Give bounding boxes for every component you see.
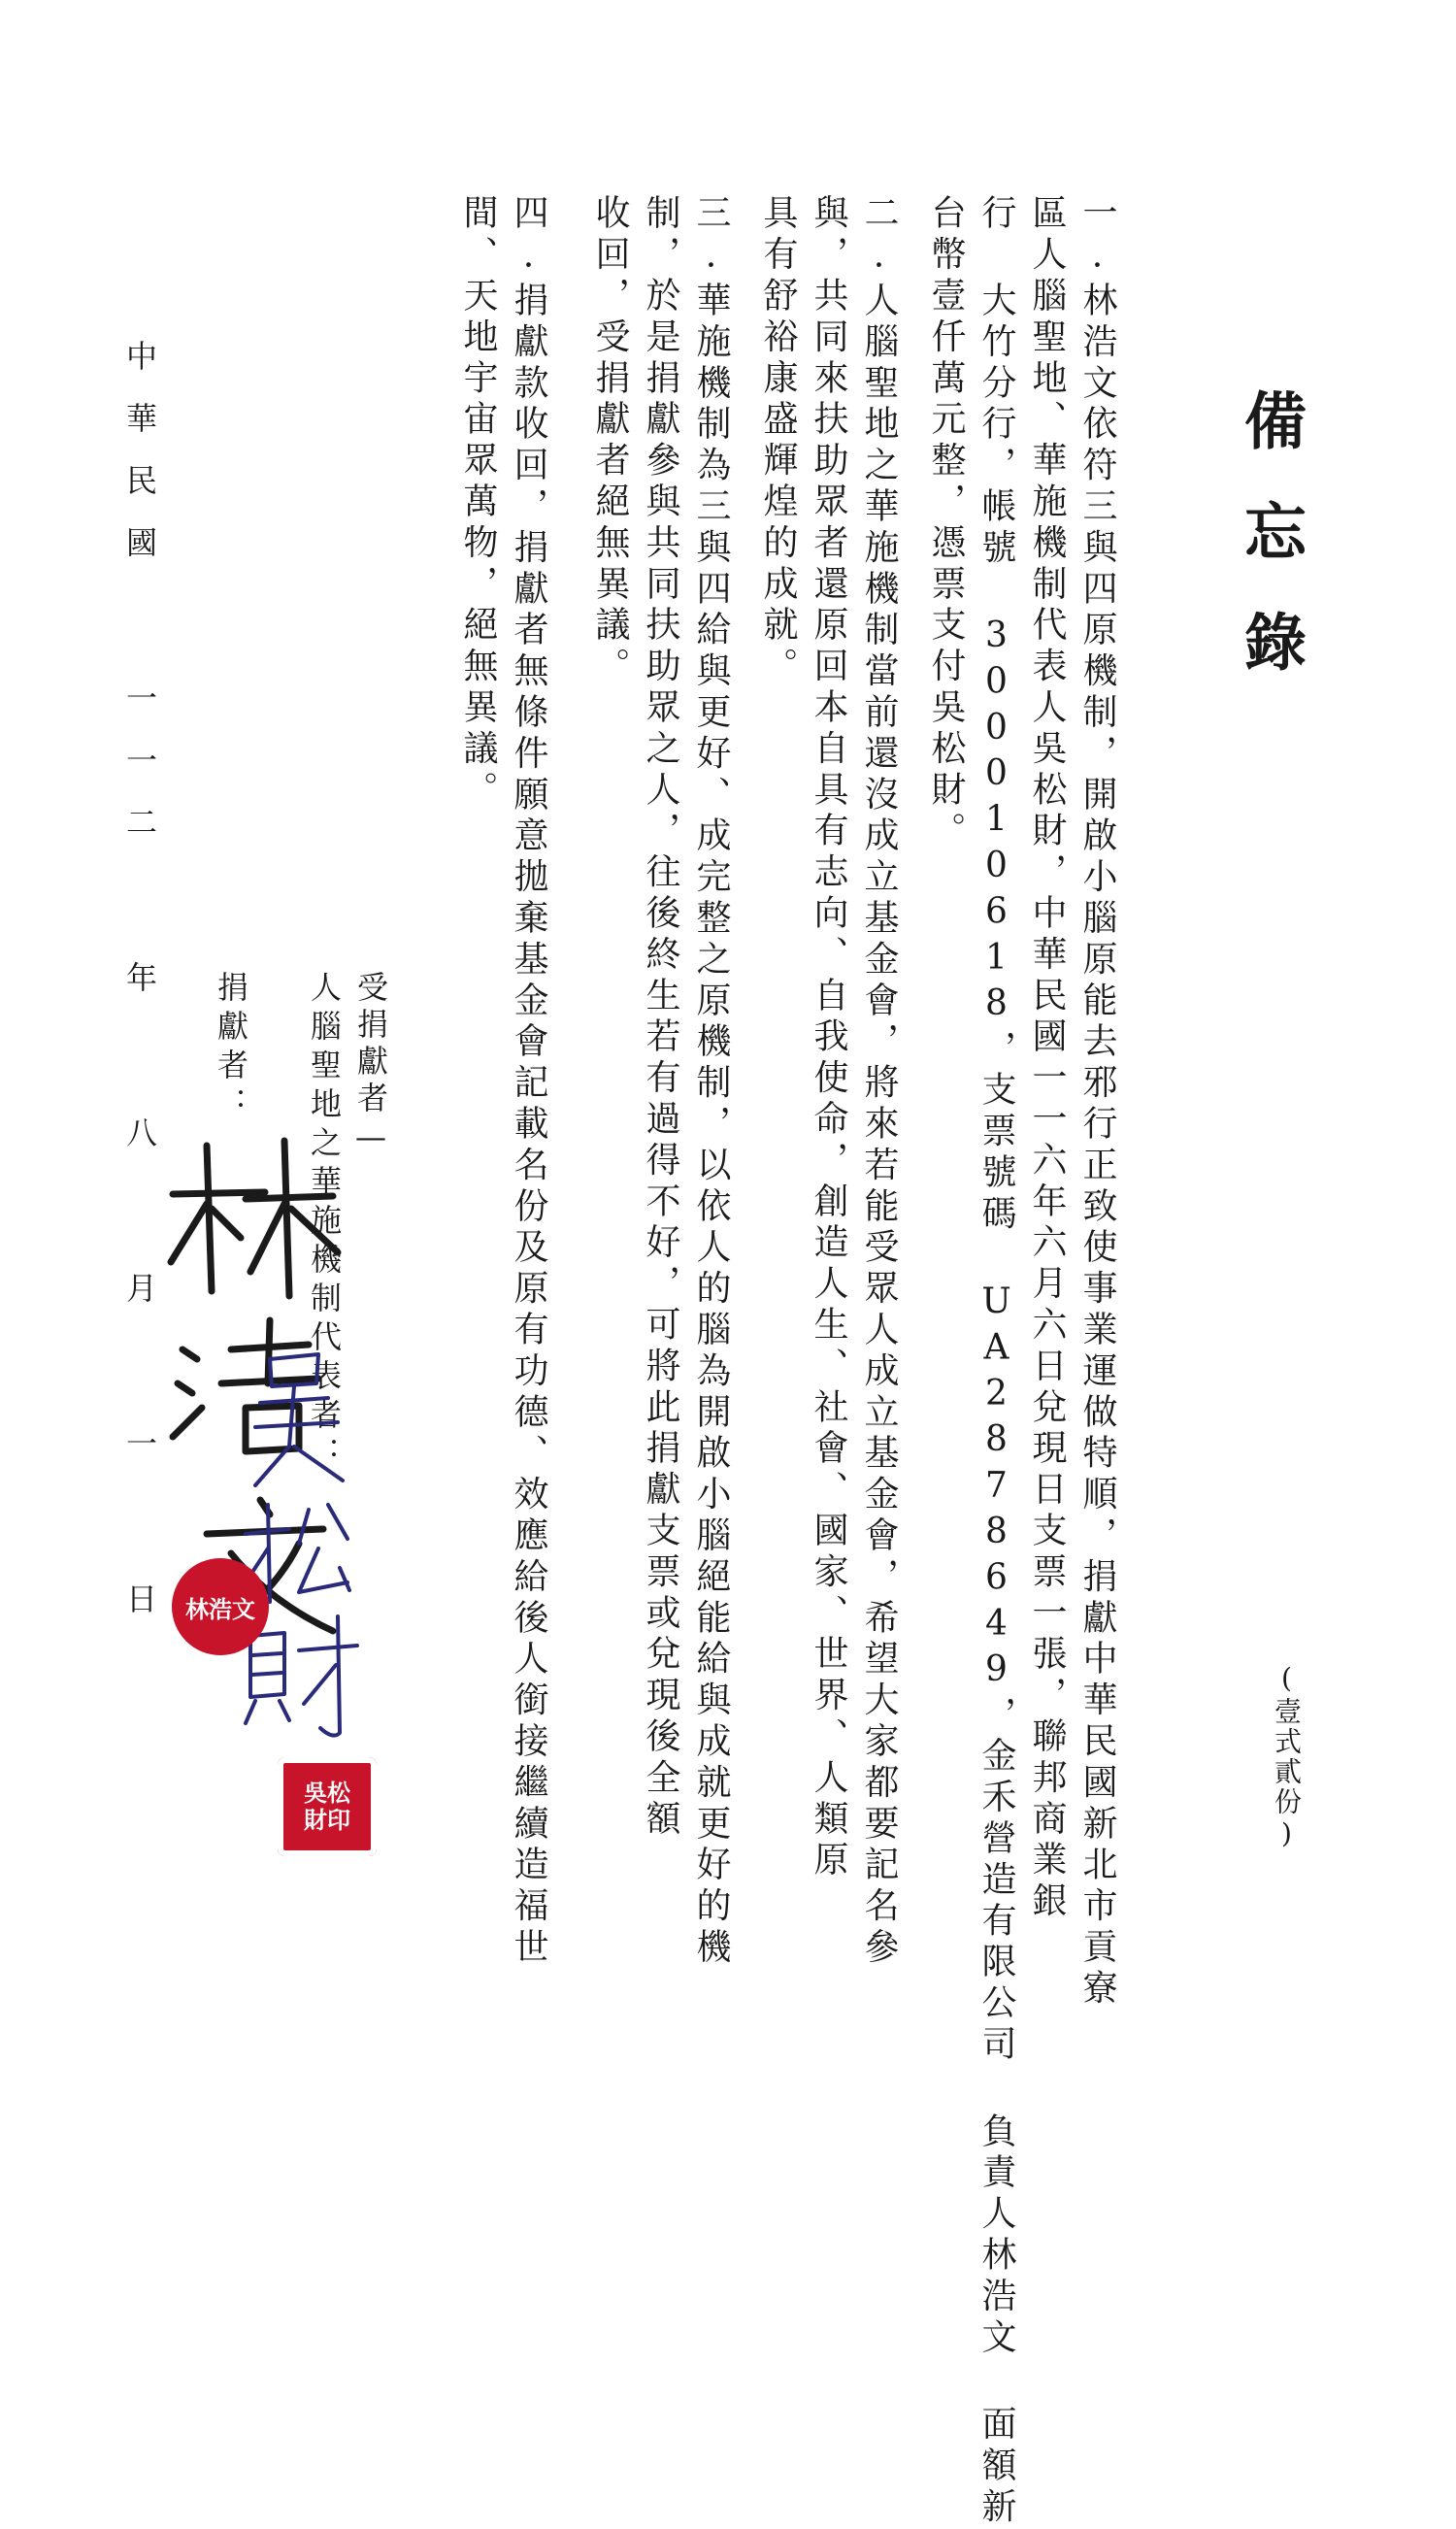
recipient-label: 受捐獻者— (352, 971, 389, 1161)
clause-3-line-1: 三.華施機制為三與四給與更好、成完整之原機制，以依人的腦為開啟小腦絕能給與成就更好的機 (691, 194, 731, 1970)
donor-label: 捐獻者： (213, 971, 249, 1126)
clause-1-line-3: 行 大竹分行，帳號 300010618，支票號碼 UA2878649，金禾營造有限公司 負責人林浩文 面額新 (976, 194, 1016, 2529)
clause-2-line-3: 具有舒裕康盛輝煌的成就。 (758, 194, 798, 688)
donor-seal-text: 林浩文 (185, 1594, 255, 1623)
recipient-organization: 人腦聖地之華施機制代表者： (306, 971, 343, 1476)
clause-2-line-1: 二.人腦聖地之華施機制當前還沒成立基金會，將來若能受眾人成立基金會，希望大家都要記名參 (859, 194, 899, 1970)
clause-3-line-3: 收回，受捐獻者絕無異議。 (590, 194, 630, 688)
recipient-seal-text-1: 吳松 (304, 1779, 350, 1807)
recipient-seal (278, 1757, 377, 1856)
clause-1-line-2: 區人腦聖地、華施機制代表人吳松財，中華民國一一六年六月六日兌現日支票一張，聯邦商業銀 (1027, 194, 1067, 1923)
clause-3-line-2: 制，於是捐獻參與共同扶助眾之人，往後終生若有過得不好，可將此捐獻支票或兌現後全額 (641, 194, 680, 1841)
clause-4-line-1: 四.捐獻款收回，捐獻者無條件願意拋棄基金會記載名份及原有功德、效應給後人銜接繼續造福世 (509, 194, 548, 1970)
clause-1-line-1: 一.林浩文依符三與四原機制，開啟小腦原能去邪行正致使事業運做特順，捐獻中華民國新北市貢寮 (1077, 194, 1117, 2011)
copies-note: (壹式貳份) (1271, 1662, 1303, 1852)
clause-1-line-4: 台幣壹仟萬元整，憑票支付吳松財。 (926, 194, 966, 853)
document-date: 中華民國 一一二 年 八 月 一 日 (121, 340, 158, 1645)
document-title: 備忘錄 (1234, 388, 1307, 720)
recipient-signature (231, 1340, 367, 1747)
donor-seal (172, 1558, 269, 1655)
clause-2-line-2: 與，共同來扶助眾者還原回本自具有志向、自我使命，創造人生、社會、國家、世界、人類原 (809, 194, 848, 1882)
clause-4-line-2: 間、天地宇宙眾萬物，絕無異議。 (458, 194, 498, 812)
recipient-seal-text-2: 財印 (304, 1806, 350, 1834)
